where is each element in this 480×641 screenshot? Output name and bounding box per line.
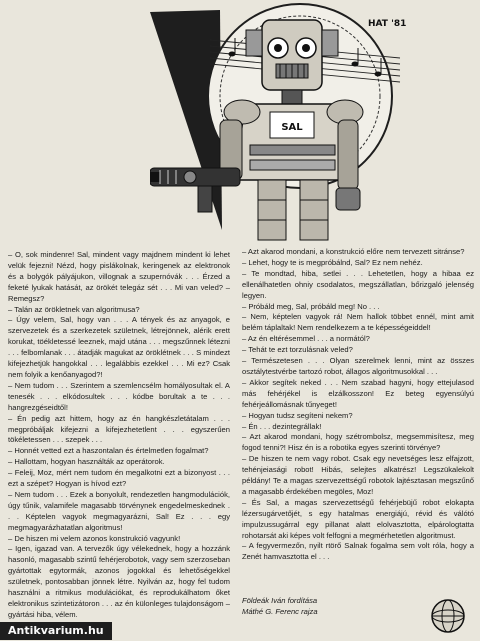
paragraph: – Hallottam, hogyan használták az operátorok. [8, 457, 165, 467]
credits [242, 595, 392, 617]
paragraph: – Nem tudom . . . Ezek a bonyolult, rendezetlen hangmodulációk, úgy tűnik, valamifele magasabb törvénynek engedelmeskednek . . . Képtelen vagyok megmagyarázni, Sal! Ez . . . egy megmagyarázhatatlan algoritmus! [8, 489, 230, 532]
ray-gun [150, 168, 240, 212]
paragraph: – És Sal, a magas szervezettségű fehérjebüjű robot elokapta lézersugárvetőjét, s egy hatalmas energiájú, révid és válótó impulzussugárral egy pillanat alatt elolvasztotta, elpárologtatta rohotarsát aki képes volt felfogni a megmérhetetlen algoritmust. [242, 497, 474, 540]
paragraph: – Tehát te ezt torzulásnak veled? [242, 345, 353, 355]
paragraph: – Nem, képtelen vagyok rá! Nem hallok többet ennél, mint amit belém táplaltak! Nem rendelkezem a te képességeiddel! [242, 312, 474, 333]
robot-illustration [150, 0, 410, 248]
paragraph: – O, sok mindenre! Sal, mindent vagy majdnem mindent ki lehet velük fejezni! Nézd, hogy pislákolnak, keringenek az elektronok és a bolygók pályájukon, villognak a szupernóvák . . . Érzed a feketé lyukak hatását, az örökét telegáz sét . . . Mi van veled? – Remegsz? [8, 250, 230, 303]
paragraph: – Te mondtad, hiba, setlei . . . Lehetetlen, hogy a hibaa ez ellenálhatetlen ohniy csodalatos, megszállatlan, bőrizgaló jelenség legyen. [242, 268, 474, 300]
globe-logo-icon [428, 596, 468, 636]
paragraph: – Az én eltérésemmel . . . a normától? [242, 334, 370, 344]
paragraph: – Feleij, Moz, mért nem tudom én megalkotni ezt a bizonyost . . . ezt a szépet? Hogyan is hívod ezt? [8, 468, 230, 489]
artist-signature: HAT '81 [368, 19, 407, 29]
paragraph: – Lehet, hogy te is megpróbálnd, Sal? Ez nem nehéz. [242, 257, 423, 267]
paragraph: – De hiszen te nem vagy robot. Csak egy nevetséges lesz elfajzott, tehénjeiasági robot! Hibás, selejtes alkatrész! Legszükalekolt példány! Te a magas szervezettségű robotok lajtésztasan megszűnő a magasabb érdekében megöles, Moz! [242, 454, 474, 496]
translator-credit: Földeák Iván fordítása [242, 596, 318, 605]
paragraph: – Természetesen . . . Olyan szerelmek lenni, mint az összes osztálytestvérbe tartozó robot, állagos algoritmusokkal . . . [242, 356, 474, 376]
site-watermark: Antikvarium.hu [0, 622, 112, 640]
text-column-left [8, 250, 230, 621]
robot-legs [258, 180, 328, 240]
robot-neck [282, 90, 302, 104]
paragraph: – Azt akarod mondani, hogy szétrombolsz, megsemmisítesz, meg fogod tenni?! Hisz én is a robotika egyes szerinti törvénye? [242, 432, 474, 453]
paragraph: – Próbáld meg, Sal, próbáld meg! No . . . [242, 301, 380, 311]
paragraph: – Igen, igazad van. A tervezők úgy vélekednek, hogy a hozzánk hasonló, magasabb szintű fehérjerobotok, vagy sem szerzoseban gyártottak egytormák, azonos jogokkal és lehetőségekkel születnek, pontosabban jönnek létre. Nyilván az, hogy fel tudom használni a ritmikus modulációkat, és reprodukálhatom őket elektronikus szintetizátoron . . . az én külonleges tulajdonságom – gyártási hiba, vélem. [8, 544, 230, 619]
paragraph: – Hogyan tudsz segíteni nekem? [242, 410, 353, 420]
paragraph: – Én . . . dezintegrállak! [242, 421, 322, 431]
svg-text:SAL: SAL [281, 122, 303, 133]
paragraph: – A fegyvermezőn, nyilt rtörő Salnak fogalma sem volt róla, hogy a Zenét hamvasztotta el . . . [242, 541, 474, 562]
paragraph: – Nem tudom . . . Szerintem a szemlencsélm homályosultak el. A tenesék . . . elkódosultek . . . kódbe borultak a te . . . hangrezgéseidtől! [8, 380, 230, 412]
paragraph: – Úgy velem, Sal, hogy van . . . A tények és az anyagok, e szervezetek és a szerkezetek születnek, létrejönnek, alérik erett korukat, töékletessé leeznek, majd utána . . . megszűnnek létezni . . . felbomlanak . . . átadják magukat az öröklétnek . . . S mindezt kifejezhetjük hangokkal . . . legalábbis ezekkel . . . Mi ez? Csak nem folyik a kenőanyagod?! [8, 315, 230, 379]
robot-right-arm [338, 120, 358, 190]
illustrator-credit: Máthé G. Ferenc rajza [242, 607, 318, 616]
paragraph: – Azt akarod mondani, a konstrukció előre nem tervezett sitránse? [242, 247, 465, 256]
paragraph: – De hiszen mi velem azonos konstrukció vagyunk! [8, 533, 181, 543]
paragraph: – Honnét vetted ezt a haszontalan és értelmetlen fogalmat? [8, 446, 209, 456]
paragraph: – Én pedig azt hittem, hogy az én hangkészletátalam . . . megpróbáljak kifejezni a kifejezhetetlent . . . egyszerűen tökéletessen . . . szepek . . . [8, 413, 230, 445]
paragraph: – Akkor segítek neked . . . Nem szabad hagyni, hogy ettejulasod más fehérjékel is elzálkosszon! Ez beteg egyensúlyú fehérjeállomásnak tűnyeget! [242, 377, 474, 409]
paragraph: – Talán az örökletnek van algoritmusa? [8, 304, 140, 314]
text-column-right [242, 247, 474, 563]
